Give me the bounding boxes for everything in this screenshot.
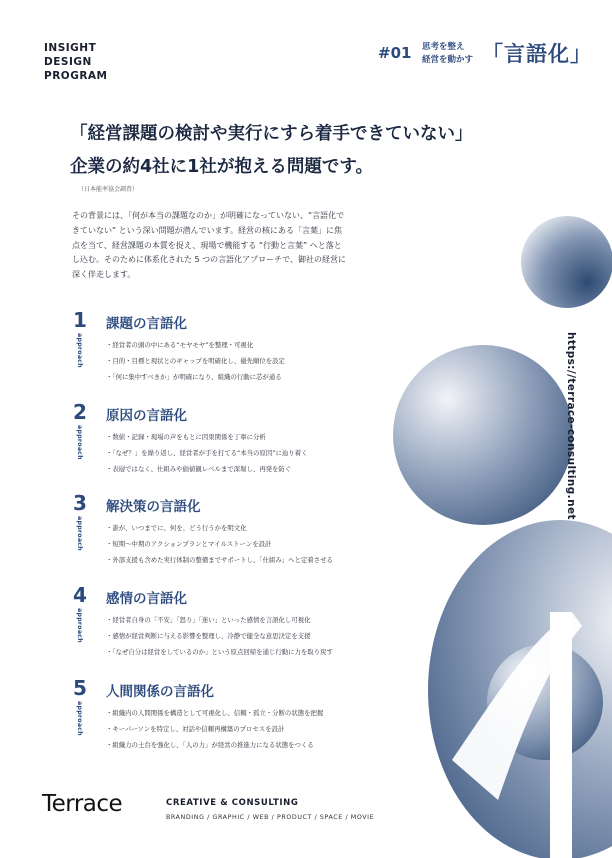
list-item: ・誰が、いつまでに、何を、どう行うかを明文化	[106, 524, 247, 532]
approach-3	[72, 491, 472, 575]
footer-tagline: CREATIVE & CONSULTING	[166, 798, 299, 808]
list-item: ・「なぜ？」を繰り返し、経営者が手を打てる“本当の原因”に辿り着く	[106, 449, 308, 458]
approach-title: 人間関係の言語化	[106, 684, 214, 700]
approach-tag-text: approach	[76, 516, 83, 551]
approach-list	[106, 429, 308, 478]
approach-tag-text: approach	[76, 333, 83, 368]
list-item: ・「何に集中すべきか」が明確になり、組織の行動に芯が通る	[106, 373, 282, 382]
headline-line-1: 「経営課題の検討や実行にすら着手できていない」	[70, 124, 473, 144]
intro-paragraph	[72, 209, 512, 283]
intro-line: 深く伴走します。	[72, 270, 136, 280]
approach-number: 4	[73, 583, 87, 607]
approach-title: 原因の言語化	[106, 408, 187, 424]
footer-services: BRANDING / GRAPHIC / WEB / PRODUCT / SPACE / MOVIE	[166, 814, 375, 821]
approach-tag-text: approach	[76, 425, 83, 460]
website-url-text[interactable]: https://terrace-consulting.net	[565, 332, 577, 520]
brand-line: DESIGN	[44, 56, 92, 68]
approach-number: 5	[73, 676, 87, 700]
intro-line: し込む。そのために体系化された 5 つの言語化アプローチで、御社の経営に	[72, 255, 347, 265]
issue-subtitle-line: 経営を動かす	[422, 54, 474, 65]
list-item: ・短期〜中期のアクションプランとマイルストーンを設計	[106, 540, 272, 549]
issue-subtitle	[422, 41, 473, 66]
approach-list	[106, 705, 323, 754]
list-item: ・感情が経営判断に与える影響を整理し、冷静で健全な意思決定を支援	[106, 632, 311, 641]
approach-tag-text: approach	[76, 608, 83, 643]
approach-5	[72, 676, 472, 760]
approach-list	[106, 612, 333, 661]
brand-line: PROGRAM	[44, 70, 108, 82]
list-item: ・組織内の人間関係を構造として可視化し、信頼・孤立・分断の状態を把握	[106, 709, 324, 717]
headline-source: （日本能率協会調査）	[78, 186, 139, 193]
list-item: ・キーパーソンを特定し、対話や信頼再構築のプロセスを設計	[106, 725, 285, 734]
list-item: ・目的・目標と現状とのギャップを明確化し、優先順位を設定	[106, 357, 285, 366]
list-item: ・外部支援も含めた実行体制の整備までサポートし、「仕組み」へと定着させる	[106, 556, 333, 565]
approach-2	[72, 400, 472, 484]
list-item: ・経営者自身の「不安」「怒り」「迷い」といった感情を言語化し可視化	[106, 616, 311, 624]
approach-list	[106, 337, 285, 386]
list-item: ・組織力の土台を強化し、「人の力」が経営の推進力になる状態をつくる	[106, 741, 314, 750]
approach-title: 解決策の言語化	[106, 499, 201, 515]
list-item: ・数値・記録・現場の声をもとに因果関係を丁寧に分析	[106, 433, 266, 441]
approach-tag	[74, 425, 84, 475]
terrace-logo: Terrace	[42, 791, 123, 817]
issue-keyword: 「言語化」	[482, 42, 592, 66]
sphere-top	[521, 216, 612, 308]
approach-1	[72, 308, 472, 392]
approach-number: 2	[73, 400, 87, 424]
list-item: ・経営者の頭の中にある“モヤモヤ”を整理・可視化	[106, 341, 254, 349]
intro-line: 点を当て、経営課題の本質を捉え、現場で機能する “行動と言葉” へと落と	[72, 240, 342, 250]
approach-number: 1	[73, 308, 87, 332]
intro-line: きていない” という深い問題が潜んでいます。経営の核にある「言葉」に焦	[72, 225, 343, 235]
headline-line-2: 企業の約4社に1社が抱える問題です。	[70, 157, 373, 177]
list-item: ・表層ではなく、仕組みや価値観レベルまで深堀し、再発を防ぐ	[106, 465, 292, 474]
approach-tag	[74, 333, 84, 383]
approach-tag	[74, 516, 84, 566]
program-brand	[44, 41, 108, 83]
approach-tag-text: approach	[76, 701, 83, 736]
issue-number: #01	[378, 44, 412, 62]
approach-title: 課題の言語化	[106, 316, 187, 332]
approach-tag	[74, 701, 84, 751]
approach-4	[72, 583, 472, 667]
approach-tag	[74, 608, 84, 658]
approach-title: 感情の言語化	[106, 591, 187, 607]
brand-line: INSIGHT	[44, 42, 97, 54]
intro-line: その背景には、「何が本当の課題なのか」が明確になっていない、“言語化で	[72, 211, 345, 220]
approach-list	[106, 520, 333, 569]
white-bar	[550, 612, 572, 858]
website-url[interactable]	[562, 332, 578, 552]
approach-number: 3	[73, 491, 87, 515]
issue-subtitle-line: 思考を整え	[422, 42, 465, 52]
list-item: ・「なぜ自分は経営をしているのか」という原点回帰を通じ行動に力を取り戻す	[106, 648, 333, 657]
